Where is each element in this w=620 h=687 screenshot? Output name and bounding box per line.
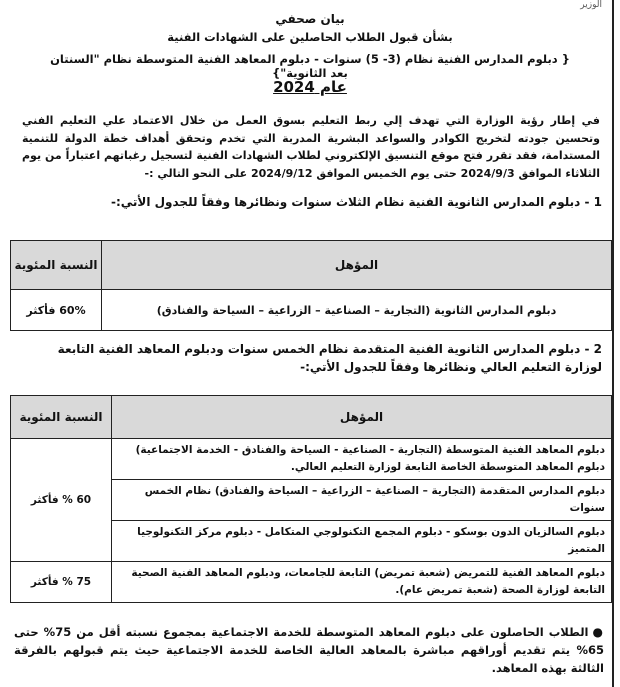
table-2-qualification-cell: دبلوم المعاهد الفنية المتوسطة (التجارية - الصناعية - السياحة والفنادق - الخدمة الاجتماعية) دبلوم المعاهد المتوسطة الخاصة التابعة لوزارة التعليم العالي. [112, 439, 612, 480]
table-1-qualification-cell: دبلوم المدارس الثانوية (التجارية – الصناعية – الزراعية – السياحة والفنادق) [102, 290, 612, 331]
table-1-header-percentage: النسبة المئوية [11, 241, 102, 290]
table-2-header-qualification: المؤهل [112, 396, 612, 439]
table-row [11, 439, 612, 480]
table-2-qualification-cell: دبلوم المعاهد الفنية للتمريض (شعبة تمريض) التابعة للجامعات، ودبلوم المعاهد الفنية الصحية التابعة لوزارة الصحة (شعبة تمريض عام). [112, 562, 612, 603]
document-year: عام 2024 [273, 78, 347, 96]
table-1 [10, 240, 612, 331]
note-paragraph [14, 623, 604, 677]
document-subtitle: بشأن قبول الطلاب الحاصلين على الشهادات الفنية [167, 30, 453, 44]
table-row [11, 562, 612, 603]
table-2-header-row [11, 396, 612, 439]
table-1-percentage-cell: 60% فأكثر [11, 290, 102, 331]
intro-paragraph: في إطار رؤية الوزارة التي تهدف إلي ربط التعليم بسوق العمل من خلال الاعتماد علي التعليم الفني وتحسين جودته لتخريج الكوادر والسواعد البشرية المدربة التي تخدم وتحقق أهداف خطة الدولة للتنمية المستدامة، فقد تقرر فتح موقع التنسيق الإلكتروني لطلاب الشهادات الفنية لتسجيل رغباتهم اعتباراً من يوم الثلاثاء الموافق 2024/9/3 حتى يوم الخميس الموافق 2024/9/12 على النحو التالي :- [22, 114, 600, 180]
document-scope: { دبلوم المدارس الفنية نظام (3- 5) سنوات - دبلوم المعاهد الفنية المتوسطة نظام "السنتان بعد الثانوية"} [50, 52, 570, 80]
section-1-heading: 1 - دبلوم المدارس الثانوية الفنية نظام الثلاث سنوات ونظائرها وفقاً للجدول الأتي:- [110, 195, 602, 209]
table-2-percentage-cell: 75 % فأكثر [11, 562, 112, 603]
table-row [11, 290, 612, 331]
page-border [612, 0, 614, 687]
header-note: الوزير [580, 0, 602, 10]
document-title: بيان صحفي [275, 12, 345, 26]
section-2-heading: 2 - دبلوم المدارس الثانوية الفنية المتقدمة نظام الخمس سنوات ودبلوم المعاهد الفنية التابعة لوزارة التعليم العالي ونظائرها وفقاً للجدول الأتي:- [57, 342, 602, 374]
table-1-header-qualification: المؤهل [102, 241, 612, 290]
bullet-icon: ● [592, 625, 604, 639]
table-2-qualification-cell: دبلوم المدارس المتقدمة (التجارية – الصناعية – الزراعية – السياحة والفنادق) نظام الخمس سنوات [112, 480, 612, 521]
note-text: الطلاب الحاصلون على دبلوم المعاهد المتوسطة للخدمة الاجتماعية بمجموع نسبته أقل من 75% حتى 65% يتم تقديم أوراقهم مباشرة بالمعاهد العالية الخاصة للخدمة الاجتماعية حيث يتم قبولهم بالفرقة الثالثة بهذه المعاهد. [14, 625, 604, 675]
table-1-header-row [11, 241, 612, 290]
table-2 [10, 395, 612, 603]
table-2-header-percentage: النسبة المئوية [11, 396, 112, 439]
table-2-qualification-cell: دبلوم السالزيان الدون بوسكو - دبلوم المجمع التكنولوجي المتكامل - دبلوم مركز التكنولوجيا المتميز [112, 521, 612, 562]
table-2-percentage-cell: 60 % فأكثر [11, 439, 112, 562]
